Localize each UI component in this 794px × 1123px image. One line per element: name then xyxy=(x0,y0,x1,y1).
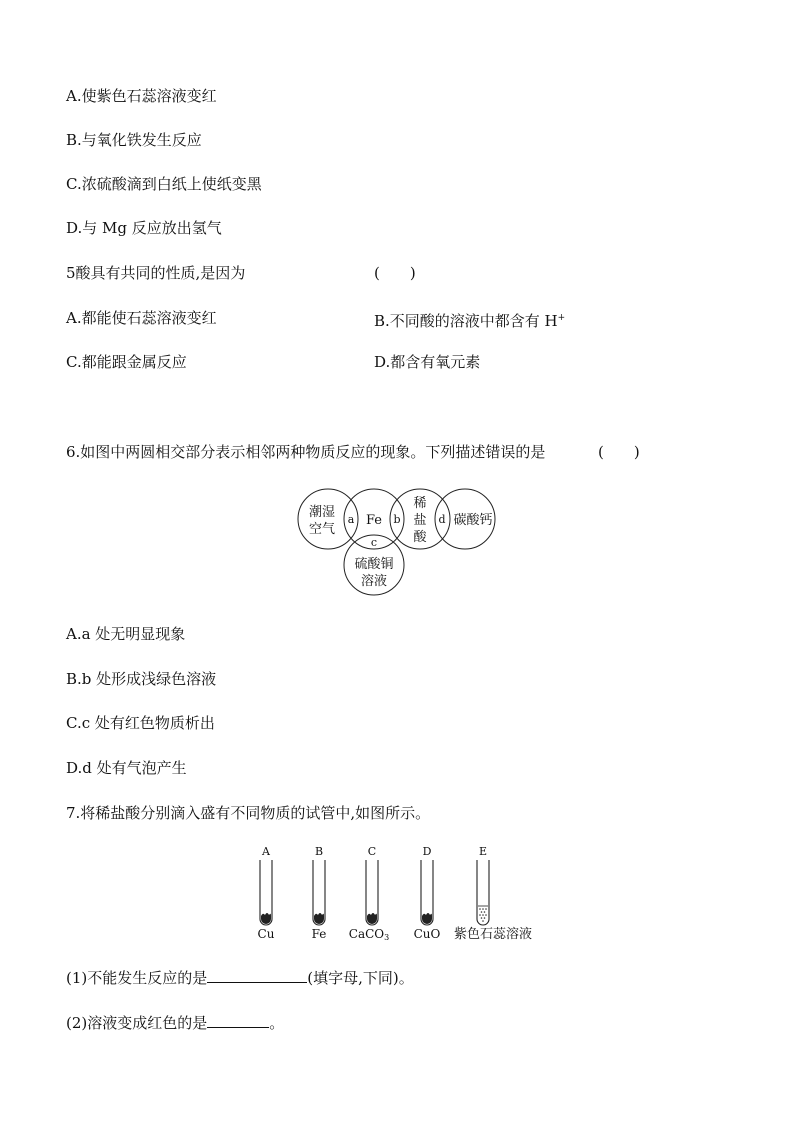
intersection-label-c: c xyxy=(370,536,378,549)
intersection-label-a: a xyxy=(347,513,355,526)
q6-option-b: B.b 处形成浅绿色溶液 xyxy=(66,670,217,688)
caco3-label: 碳酸钙 xyxy=(453,513,493,528)
q7-sub2 xyxy=(66,1011,284,1033)
q5-option-a: A.都能使石蕊溶液变红 xyxy=(66,309,217,327)
fe-label: Fe xyxy=(365,513,383,528)
intersection-label-b: b xyxy=(393,513,401,526)
tube-e-letter: E xyxy=(478,845,488,858)
acid-label-3: 酸 xyxy=(413,530,427,545)
tube-c-solid xyxy=(367,913,377,924)
tube-b-label: Fe xyxy=(311,927,327,941)
tube-a-label: Cu xyxy=(257,927,275,941)
q4-option-b: B.与氧化铁发生反应 xyxy=(66,131,202,149)
q5-option-d: D.都含有氧元素 xyxy=(374,353,481,371)
tube-d-letter: D xyxy=(422,845,432,858)
tube-d-solid xyxy=(422,913,432,924)
cuso4-label-2: 溶液 xyxy=(360,574,388,589)
q4-option-d: D.与 Mg 反应放出氢气 xyxy=(66,219,222,237)
q7-sub1-note: (填字母,下同)。 xyxy=(307,969,414,987)
q7-sub1-prompt: (1)不能发生反应的是 xyxy=(66,969,208,987)
q7-sub1-answer-blank[interactable] xyxy=(207,966,307,983)
q6-option-d: D.d 处有气泡产生 xyxy=(66,759,187,777)
tube-c-label-main: CaCO xyxy=(348,927,385,941)
acid-label-1: 稀 xyxy=(413,496,427,511)
q4-option-a: A.使紫色石蕊溶液变红 xyxy=(66,87,217,105)
tube-b-solid xyxy=(314,913,324,924)
q6-option-a: A.a 处无明显现象 xyxy=(66,625,186,643)
q7-sub2-end: 。 xyxy=(269,1014,285,1032)
cuso4-label-1: 硫酸铜 xyxy=(354,557,394,572)
tube-c-label xyxy=(349,927,389,942)
q6-circle-diagram xyxy=(290,480,505,605)
q5-answer-paren: ( ) xyxy=(374,264,416,282)
q6-answer-paren: ( ) xyxy=(598,443,640,461)
q5-option-b-text: B.不同酸的溶液中都含有 H xyxy=(374,312,558,330)
tube-e-label: 紫色石蕊溶液 xyxy=(453,927,533,942)
air-label-1: 潮湿 xyxy=(308,505,336,520)
q7-stem: 7.将稀盐酸分别滴入盛有不同物质的试管中,如图所示。 xyxy=(66,804,431,822)
tube-e-liquid xyxy=(478,906,488,922)
acid-label-2: 盐 xyxy=(413,513,427,528)
tube-d-label: CuO xyxy=(413,927,441,941)
tube-b-letter: B xyxy=(314,845,324,858)
q6-stem: 6.如图中两圆相交部分表示相邻两种物质反应的现象。下列描述错误的是 xyxy=(66,443,546,461)
q5-stem: 5酸具有共同的性质,是因为 xyxy=(66,264,246,282)
intersection-label-d: d xyxy=(438,513,446,526)
tube-a-solid xyxy=(261,913,271,924)
tube-c-letter: C xyxy=(367,845,377,858)
tube-a-letter: A xyxy=(262,845,270,858)
q6-option-c: C.c 处有红色物质析出 xyxy=(66,714,215,732)
q5-option-b-sup: + xyxy=(557,313,566,323)
q7-sub1 xyxy=(66,966,414,988)
tube-c-label-sub: 3 xyxy=(384,933,390,942)
q5-option-b xyxy=(374,308,565,331)
q5-option-c: C.都能跟金属反应 xyxy=(66,353,187,371)
q7-test-tubes-diagram xyxy=(245,840,545,945)
q7-sub2-prompt: (2)溶液变成红色的是 xyxy=(66,1014,208,1032)
q4-option-c: C.浓硫酸滴到白纸上使纸变黑 xyxy=(66,175,262,193)
q7-sub2-answer-blank[interactable] xyxy=(207,1011,269,1028)
air-label-2: 空气 xyxy=(308,522,336,537)
